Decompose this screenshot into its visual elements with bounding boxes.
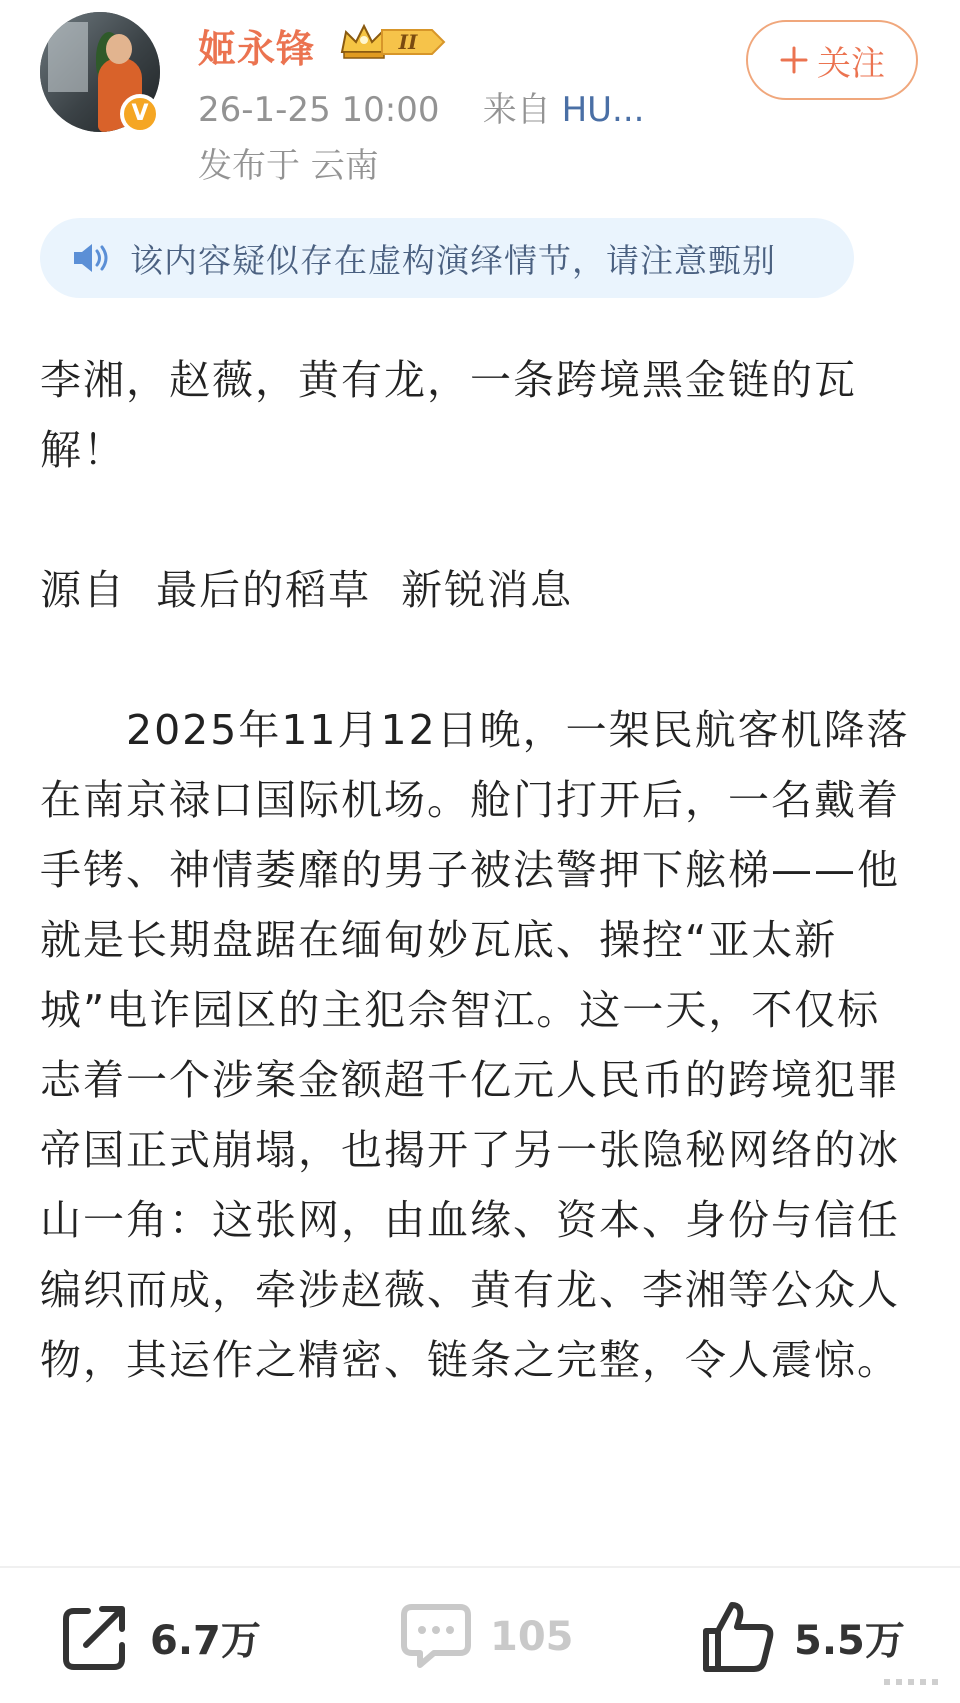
like-button[interactable]: [700, 1592, 905, 1682]
post-header: [0, 0, 960, 200]
post-time: 26-1-25 10:00: [198, 90, 440, 130]
share-icon: [60, 1601, 132, 1673]
like-count: 5.5万: [794, 1617, 905, 1664]
follow-label: 关注: [817, 43, 885, 84]
post-source-line: 源自 最后的稻草 新锐消息: [40, 566, 574, 614]
share-count: 6.7万: [150, 1617, 261, 1664]
speaker-icon: [70, 240, 112, 276]
watermark: [884, 1675, 944, 1689]
svg-text:II: II: [398, 30, 418, 54]
plus-icon: [779, 45, 809, 75]
comment-icon: [400, 1601, 472, 1673]
follow-button[interactable]: [746, 20, 918, 100]
share-button[interactable]: [60, 1592, 261, 1682]
content-warning-notice: [40, 218, 854, 298]
post-body: 2025年11月12日晚，一架民航客机降落在南京禄口国际机场。舱门打开后，一名戴着手铐、神情萎靡的男子被法警押下舷梯——他就是长期盘踞在缅甸妙瓦底、操控“亚太新城”电诈园区的主犯佘智江。这一天，不仅标志着一个涉案金额超千亿元人民币的跨境犯罪帝国正式崩塌，也揭开了另一张隐秘网络的冰山一角：这张网，由血缘、资本、身份与信任编织而成，牵涉赵薇、黄有龙、李湘等公众人物，其运作之精密、链条之完整，令人震惊。: [40, 706, 910, 1384]
source-prefix: 来自: [482, 90, 551, 130]
post-title: 李湘，赵薇，黄有龙，一条跨境黑金链的瓦解！: [40, 356, 857, 474]
device-link[interactable]: HU...: [561, 90, 645, 130]
thumbs-up-icon: [700, 1599, 776, 1675]
verified-badge-icon: V: [120, 94, 160, 134]
post-content: [40, 345, 920, 1395]
post-location: 发布于 云南: [198, 146, 379, 186]
divider: [0, 1566, 960, 1568]
notice-text: 该内容疑似存在虚构演绎情节，请注意甄别: [130, 240, 776, 280]
comment-button[interactable]: [400, 1592, 574, 1682]
post-meta: [198, 82, 644, 131]
comment-count: 105: [490, 1614, 574, 1660]
action-bar: [0, 1570, 960, 1703]
crown-level-badge-icon: [336, 22, 448, 62]
author-name[interactable]: 姬永锋: [198, 27, 316, 71]
